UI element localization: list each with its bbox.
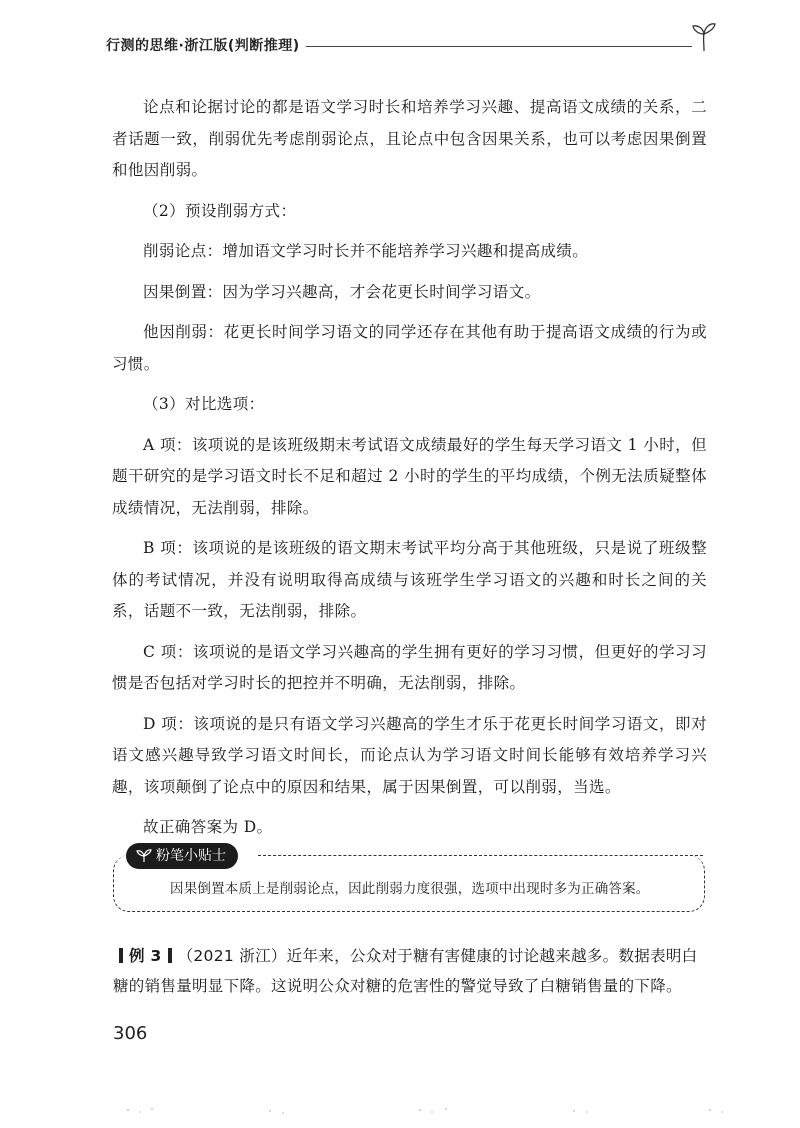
example-marker-right: [168, 948, 172, 963]
solution-text: [112, 92, 707, 853]
tip-label: [126, 843, 238, 869]
example-question: [113, 941, 708, 1001]
paragraph: D 项：该项说的是只有语文学习兴趣高的学生才乐于花更长时间学习语文，即对语文感兴趣导致学习语文时间长，而论点认为学习语文时间长能够有效培养学习兴趣，该项颠倒了论点中的原因和结果，属于因果倒置，可以削弱，当选。: [112, 714, 707, 796]
paragraph: B 项：该项说的是该班级的语文期末考试平均分高于其他班级，只是说了班级整体的考试情况，并没有说明取得高成绩与该班学生学习语文的兴趣和时长之间的关系，话题不一致，无法削弱，排除。: [112, 539, 707, 620]
paragraph: 论点和论据讨论的都是语文学习时长和培养学习兴趣、提高语文成绩的关系，二者话题一致，削弱优先考虑削弱论点，且论点中包含因果关系，也可以考虑因果倒置和他因削弱。: [112, 98, 707, 179]
example-text: （2021 浙江）近年来，公众对于糖有害健康的讨论越来越多。数据表明白糖的销售量明显下降。这说明公众对糖的危害性的警觉导致了白糖销售量的下降。: [113, 947, 698, 995]
header-title: 行测的思维·浙江版(判断推理): [106, 36, 306, 56]
tip-text: 因果倒置本质上是削弱论点，因此削弱力度很强，选项中出现时多为正确答案。: [170, 881, 650, 897]
paragraph: （2）预设削弱方式：: [143, 201, 297, 220]
paragraph: A 项：该项说的是该班级期末考试语文成绩最好的学生每天学习语文 1 小时，但题干研究的是学习语文时长不足和超过 2 小时的学生的平均成绩，个例无法质疑整体成绩情况，无法削弱，排除。: [112, 435, 707, 517]
paragraph: 削弱论点：增加语文学习时长并不能培养学习兴趣和提高成绩。: [143, 242, 589, 260]
running-header: [106, 36, 718, 60]
page-number: 306: [113, 1023, 148, 1044]
paragraph: 故正确答案为 D。: [143, 818, 273, 836]
tip-label-text: 粉笔小贴士: [156, 848, 226, 864]
scan-specks: [0, 1106, 800, 1118]
paragraph: （3）对比选项：: [143, 395, 265, 413]
leaf-icon: [136, 849, 152, 863]
paragraph: C 项：该项说的是语文学习兴趣高的学生拥有更好的学习习惯，但更好的学习习惯是否包括对学习时长的把控并不明确，无法削弱，排除。: [112, 642, 707, 692]
example-marker-left: [119, 948, 123, 963]
sprout-icon: [690, 22, 718, 52]
example-label: 例 3: [129, 947, 162, 965]
paragraph: 他因削弱：花更长时间学习语文的同学还存在其他有助于提高语文成绩的行为或习惯。: [112, 323, 707, 373]
paragraph: 因果倒置：因为学习兴趣高，才会花更长时间学习语文。: [143, 282, 541, 301]
